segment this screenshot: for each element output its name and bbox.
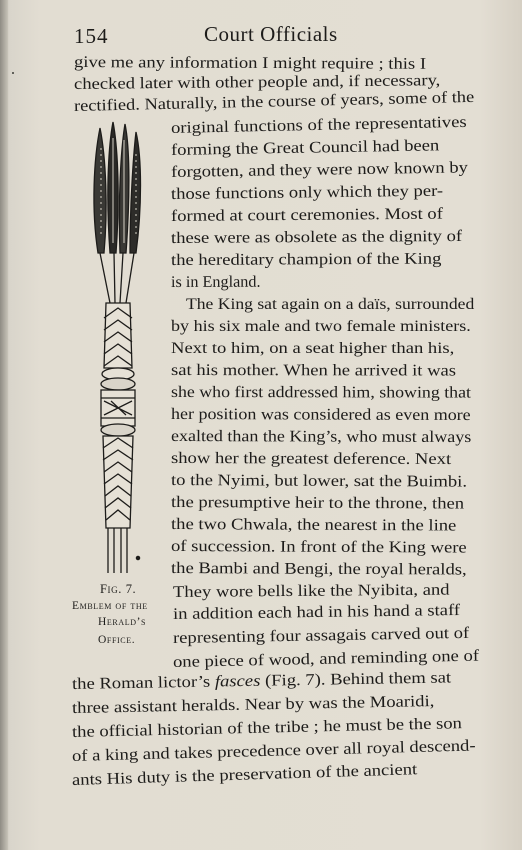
text-line: the Roman lictor’s fasces (Fig. 7). Behind them sat (71, 668, 452, 693)
text-line: Next to him, on a seat higher than his, (171, 339, 455, 357)
figure-caption-line-2: Herald’s (98, 616, 147, 628)
page-number: 154 (74, 24, 109, 48)
text-line: of a king and takes precedence over all royal descend- (71, 736, 476, 765)
running-title: Court Officials (204, 22, 338, 46)
text-line: ants His duty is the preservation of the ancient (71, 760, 418, 789)
text-line: three assistant heralds. Near by was the Moaridi, (71, 692, 435, 717)
text-line: of succession. In front of the King were (170, 537, 467, 557)
text-line: in addition each had in his hand a staff (172, 600, 461, 623)
text-line: to the Nyimi, but lower, sat the Buimbi. (170, 471, 468, 491)
text-line: the hereditary champion of the King (170, 249, 442, 269)
text-line: sat his mother. When he arrived it was (170, 361, 457, 380)
figure-caption-line-3: Office. (98, 634, 136, 646)
text-line: the two Chwala, the nearest in the line (170, 515, 457, 535)
figure-caption-line-1: Emblem of the (72, 600, 148, 612)
text-line: is in England. (170, 272, 261, 291)
text-line: rectified. Naturally, in the course of years, some of the (73, 87, 475, 115)
herald-staff-illustration (86, 118, 148, 573)
text-line: those functions only which they per- (170, 181, 444, 203)
ink-speck (12, 72, 14, 74)
italic-term: fasces (214, 671, 261, 691)
figure-caption-label: Fig. 7. (100, 582, 137, 596)
text-line: forming the Great Council had been (170, 136, 440, 159)
text-line: her position was considered as even more (170, 405, 471, 425)
text-line: the presumptive heir to the throne, then (170, 493, 465, 513)
text-line: forgotten, and they were now known by (170, 158, 469, 181)
text-line: the official historian of the tribe ; he must be the son (71, 714, 463, 741)
text-line: these were as obsolete as the dignity of (170, 226, 463, 247)
text-line: she who first addressed him, showing that (170, 383, 472, 402)
text-line: formed at court ceremonies. Most of (170, 204, 443, 225)
text-line: the Bambi and Bengi, the royal heralds, (170, 559, 467, 579)
text-line: by his six male and two female ministers. (171, 317, 471, 335)
text-line: give me any information I might require ; this I (73, 53, 427, 73)
text-line: representing four assagais carved out of (172, 623, 470, 647)
page-edge-shadow (0, 0, 8, 850)
text-line: checked later with other people and, if necessary, (73, 71, 441, 93)
text-line: original functions of the representatives (170, 112, 467, 137)
text-line: exalted than the King’s, who must always (170, 427, 472, 447)
text-line: show her the greatest deference. Next (170, 449, 452, 468)
text-line: The King sat again on a daïs, surrounded (186, 295, 475, 313)
text-line: one piece of wood, and reminding one of (172, 646, 480, 671)
text-line: They wore bells like the Nyibita, and (172, 580, 450, 601)
